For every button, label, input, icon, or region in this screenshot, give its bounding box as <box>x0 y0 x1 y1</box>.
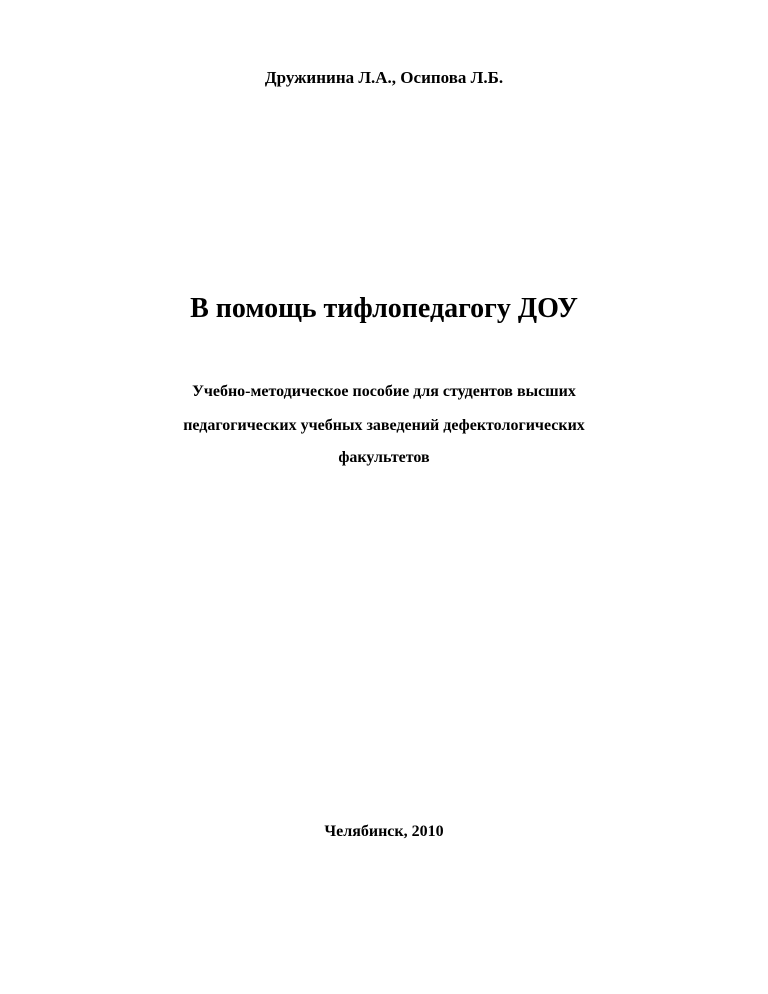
document-title: В помощь тифлопедагогу ДОУ <box>190 293 578 324</box>
city-year: Челябинск, 2010 <box>324 823 444 840</box>
authors: Дружинина Л.А., Осипова Л.Б. <box>264 68 504 87</box>
subtitle-line-2: педагогических учебных заведений дефектологических <box>183 417 585 434</box>
subtitle-line-3: факультетов <box>338 449 430 466</box>
subtitle-line-1: Учебно-методическое пособие для студентов высших <box>192 383 576 400</box>
